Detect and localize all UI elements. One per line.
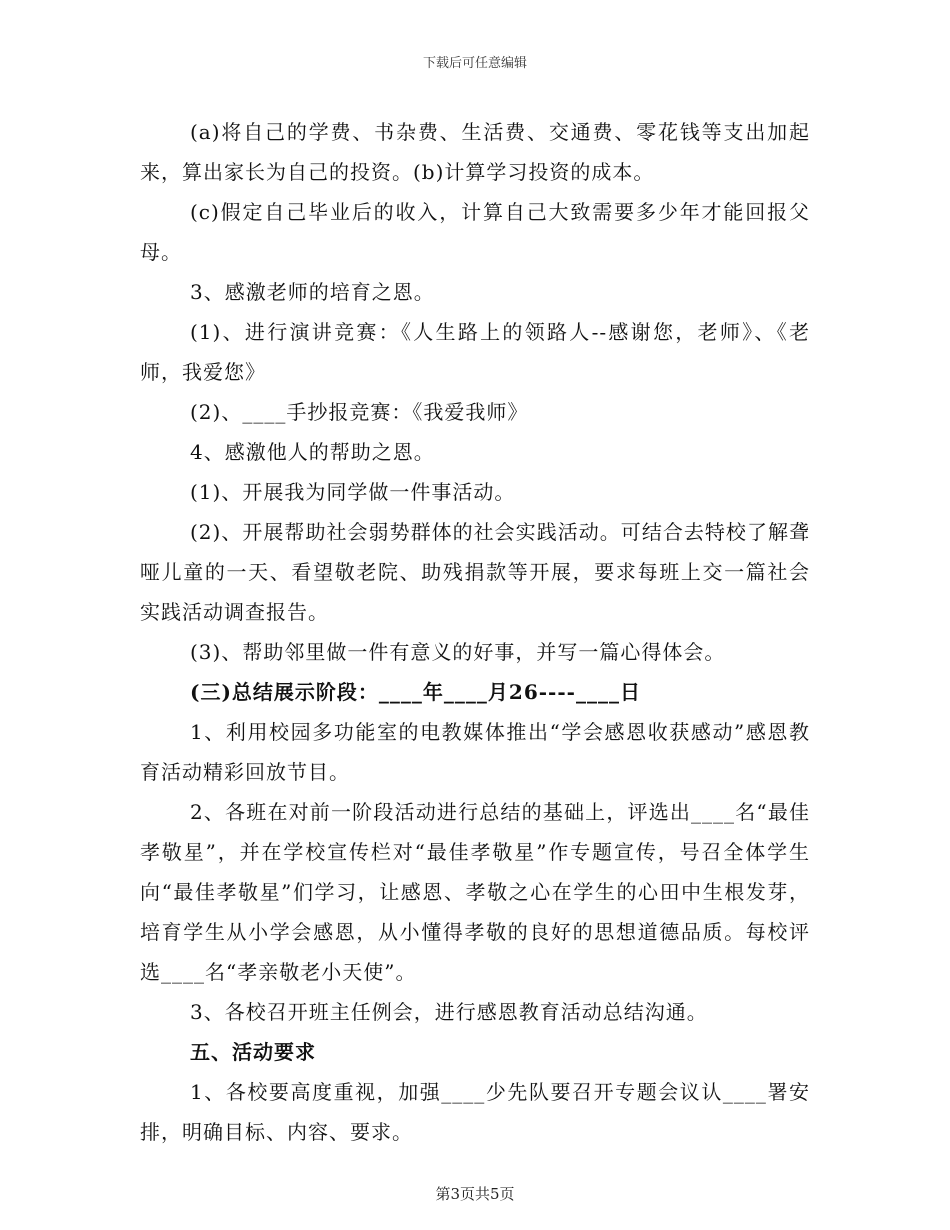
- paragraph: (1)、开展我为同学做一件事活动。: [190, 480, 516, 504]
- paragraph: (1)、进行演讲竞赛：《人生路上的领路人--感谢您，老师》、《老师，我爱您》: [140, 320, 810, 384]
- section-heading: 五、活动要求: [190, 1040, 316, 1064]
- paragraph: 3、各校召开班主任例会，进行感恩教育活动总结沟通。: [190, 1000, 708, 1024]
- paragraph: (a)将自己的学费、书杂费、生活费、交通费、零花钱等支出加起来，算出家长为自己的投资。(b)计算学习投资的成本。: [140, 120, 810, 184]
- section-heading: (三)总结展示阶段：____年____月26----____日: [190, 680, 641, 704]
- paragraph: (2)、____手抄报竞赛：《我爱我师》: [190, 400, 529, 424]
- paragraph: 3、感激老师的培育之恩。: [190, 280, 435, 304]
- paragraph: 1、各校要高度重视，加强____少先队要召开专题会议认____署安排，明确目标、内容、要求。: [140, 1080, 810, 1144]
- paragraph: (2)、开展帮助社会弱势群体的社会实践活动。可结合去特校了解聋哑儿童的一天、看望敬老院、助残捐款等开展，要求每班上交一篇社会实践活动调查报告。: [140, 520, 810, 624]
- paragraph: 2、各班在对前一阶段活动进行总结的基础上，评选出____名“最佳孝敬星”，并在学校宣传栏对“最佳孝敬星”作专题宣传，号召全体学生向“最佳孝敬星”们学习，让感恩、孝敬之心在学生的心田中生根发芽，培育学生从小学会感恩，从小懂得孝敬的良好的思想道德品质。每校评选____名“孝亲敬老小天使”。: [140, 800, 810, 984]
- paragraph: (3)、帮助邻里做一件有意义的好事，并写一篇心得体会。: [190, 640, 726, 664]
- paragraph: 4、感激他人的帮助之恩。: [190, 440, 435, 464]
- page-number: 第3页共5页: [435, 1185, 515, 1203]
- paragraph: 1、利用校园多功能室的电教媒体推出“学会感恩收获感动”感恩教育活动精彩回放节目。: [140, 720, 810, 784]
- paragraph: (c)假定自己毕业后的收入，计算自己大致需要多少年才能回报父母。: [140, 200, 810, 264]
- page-header: 下载后可任意编辑: [422, 56, 527, 71]
- document-body: [140, 112, 810, 1152]
